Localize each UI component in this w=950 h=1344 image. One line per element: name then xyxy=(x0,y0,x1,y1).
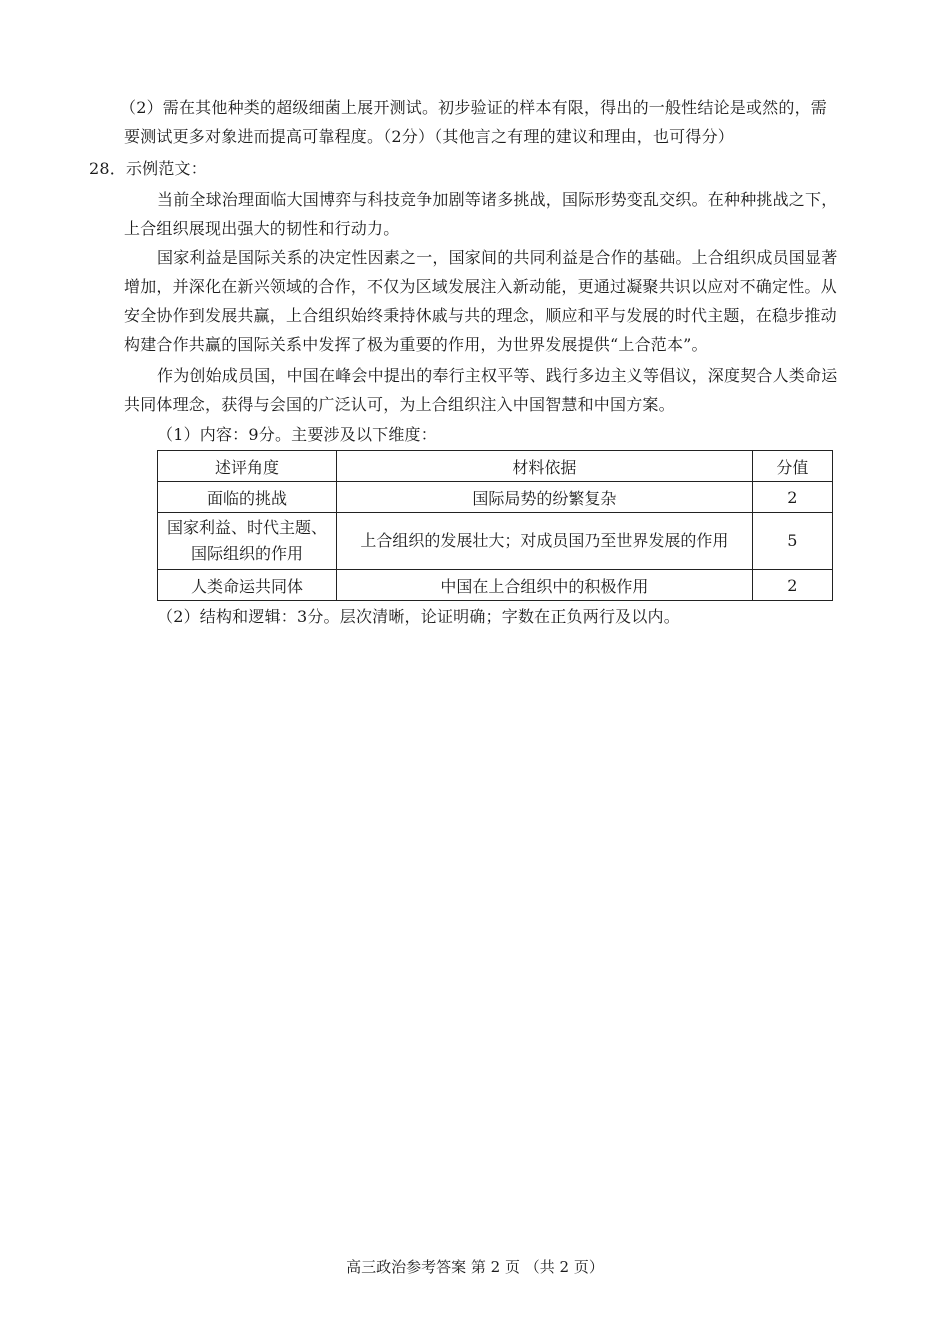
essay-para2-line1: 国家利益是国际关系的决定性因素之一，国家间的共同利益是合作的基础。上合组织成员国显著 xyxy=(157,248,838,267)
scoring-content-heading: （1）内容：9分。主要涉及以下维度： xyxy=(157,425,437,444)
row1-basis: 国际局势的纷繁复杂 xyxy=(337,482,753,513)
row2-angle-line2: 国际组织的作用 xyxy=(191,544,304,563)
row2-angle-line1: 国家利益、时代主题、 xyxy=(167,518,328,537)
header-score: 分值 xyxy=(752,451,832,482)
answer-27-2-line1: （2）需在其他种类的超级细菌上展开测试。初步验证的样本有限，得出的一般性结论是或然的，需 xyxy=(120,98,827,117)
scoring-structure-line: （2）结构和逻辑：3分。层次清晰，论证明确；字数在正负两行及以内。 xyxy=(157,607,680,626)
table-row xyxy=(158,570,833,601)
row3-score: 2 xyxy=(752,570,832,601)
essay-para1-line1: 当前全球治理面临大国博弈与科技竞争加剧等诸多挑战，国际形势变乱交织。在种种挑战之下， xyxy=(157,190,838,209)
row3-basis: 中国在上合组织中的积极作用 xyxy=(337,570,753,601)
question-28-heading: 28．示例范文： xyxy=(89,159,207,178)
essay-para1-line2: 上合组织展现出强大的韧性和行动力。 xyxy=(124,219,400,238)
header-angle: 述评角度 xyxy=(158,451,337,482)
table-row xyxy=(158,513,833,570)
essay-para2-line2: 增加，并深化在新兴领域的合作，不仅为区域发展注入新动能，更通过凝聚共识以应对不确定性。从 xyxy=(124,277,837,296)
header-basis: 材料依据 xyxy=(337,451,753,482)
row2-basis: 上合组织的发展壮大；对成员国乃至世界发展的作用 xyxy=(337,513,753,570)
scoring-table xyxy=(157,450,833,601)
essay-para3-line2: 共同体理念，获得与会国的广泛认可，为上合组织注入中国智慧和中国方案。 xyxy=(124,395,675,414)
row1-score: 2 xyxy=(752,482,832,513)
row3-angle: 人类命运共同体 xyxy=(158,570,337,601)
row1-angle: 面临的挑战 xyxy=(158,482,337,513)
scoring-table-header xyxy=(158,451,833,482)
row2-score: 5 xyxy=(752,513,832,570)
row2-angle xyxy=(158,513,337,570)
essay-para2-line4: 构建合作共赢的国际关系中发挥了极为重要的作用，为世界发展提供“上合范本”。 xyxy=(124,335,708,354)
page-footer: 高三政治参考答案 第 2 页 （共 2 页） xyxy=(346,1258,604,1276)
answer-27-2-line2: 要测试更多对象进而提高可靠程度。（2分）（其他言之有理的建议和理由，也可得分） xyxy=(124,127,734,146)
table-row xyxy=(158,482,833,513)
essay-para2-line3: 安全协作到发展共赢，上合组织始终秉持休戚与共的理念，顺应和平与发展的时代主题，在稳步推动 xyxy=(124,306,837,325)
essay-para3-line1: 作为创始成员国，中国在峰会中提出的奉行主权平等、践行多边主义等倡议，深度契合人类命运 xyxy=(157,366,838,385)
